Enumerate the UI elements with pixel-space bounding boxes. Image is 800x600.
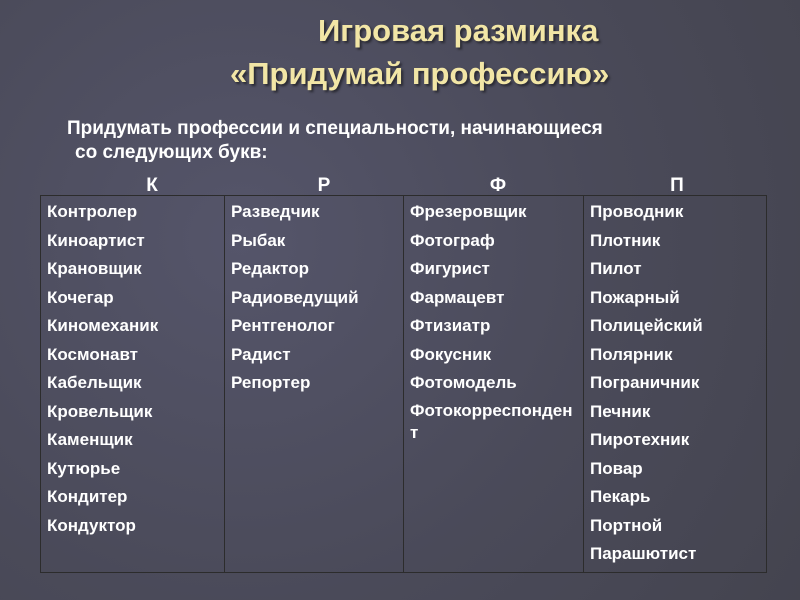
professions-table — [40, 195, 767, 573]
instruction-line-1: Придумать профессии и специальности, начинающиеся — [67, 118, 603, 139]
profession-item: Кровельщик — [47, 401, 153, 421]
profession-item: Космонавт — [47, 344, 139, 364]
letter-p: П — [670, 175, 684, 196]
profession-item: Радиоведущий — [231, 287, 359, 307]
column-r — [225, 196, 404, 572]
profession-item: Пекарь — [590, 487, 651, 506]
profession-item: Редактор — [231, 259, 309, 278]
profession-item: Парашютист — [590, 544, 697, 563]
profession-item: Фотокорреспондент — [410, 400, 573, 442]
profession-item: Пограничник — [590, 373, 700, 392]
title-line-2: «Придумай профессию» — [230, 56, 610, 91]
profession-item: Полицейский — [590, 316, 703, 335]
profession-item: Пожарный — [590, 287, 680, 307]
profession-item: Рентгенолог — [231, 316, 335, 335]
profession-item: Киноартист — [47, 230, 145, 250]
letter-header-row — [40, 175, 770, 197]
profession-item: Фотограф — [410, 230, 495, 250]
profession-item: Кондуктор — [47, 515, 136, 535]
profession-item: Кочегар — [47, 287, 114, 307]
profession-item: Фрезеровщик — [410, 202, 527, 221]
letter-r: Р — [317, 175, 331, 196]
title-line-1: Игровая разминка — [318, 13, 599, 48]
profession-item: Контролер — [47, 202, 138, 221]
instruction-line-2: со следующих букв: — [75, 142, 268, 163]
letter-f: Ф — [489, 175, 507, 196]
letter-k: К — [146, 175, 158, 196]
profession-item: Пилот — [590, 259, 642, 278]
column-f — [404, 196, 584, 572]
profession-item: Фармацевт — [410, 287, 505, 307]
profession-item: Проводник — [590, 202, 684, 221]
profession-item: Радист — [231, 344, 291, 364]
profession-item: Разведчик — [231, 202, 320, 221]
profession-item: Рыбак — [231, 230, 286, 250]
profession-item: Крановщик — [47, 259, 142, 278]
profession-item: Киномеханик — [47, 316, 159, 335]
profession-item: Фокусник — [410, 344, 492, 364]
profession-item: Повар — [590, 458, 643, 478]
profession-item: Плотник — [590, 230, 661, 250]
profession-item: Фигурист — [410, 259, 490, 278]
profession-item: Каменщик — [47, 430, 133, 449]
profession-item: Печник — [590, 401, 651, 421]
profession-item: Кондитер — [47, 487, 128, 506]
profession-item: Полярник — [590, 344, 673, 364]
profession-item: Кутюрье — [47, 458, 121, 478]
column-k — [41, 196, 225, 572]
profession-item: Пиротехник — [590, 430, 690, 449]
profession-item: Портной — [590, 515, 663, 535]
profession-item: Кабельщик — [47, 373, 142, 392]
profession-item: Фтизиатр — [410, 316, 491, 335]
profession-item: Репортер — [231, 373, 311, 392]
column-p — [584, 196, 766, 572]
profession-item: Фотомодель — [410, 373, 517, 392]
